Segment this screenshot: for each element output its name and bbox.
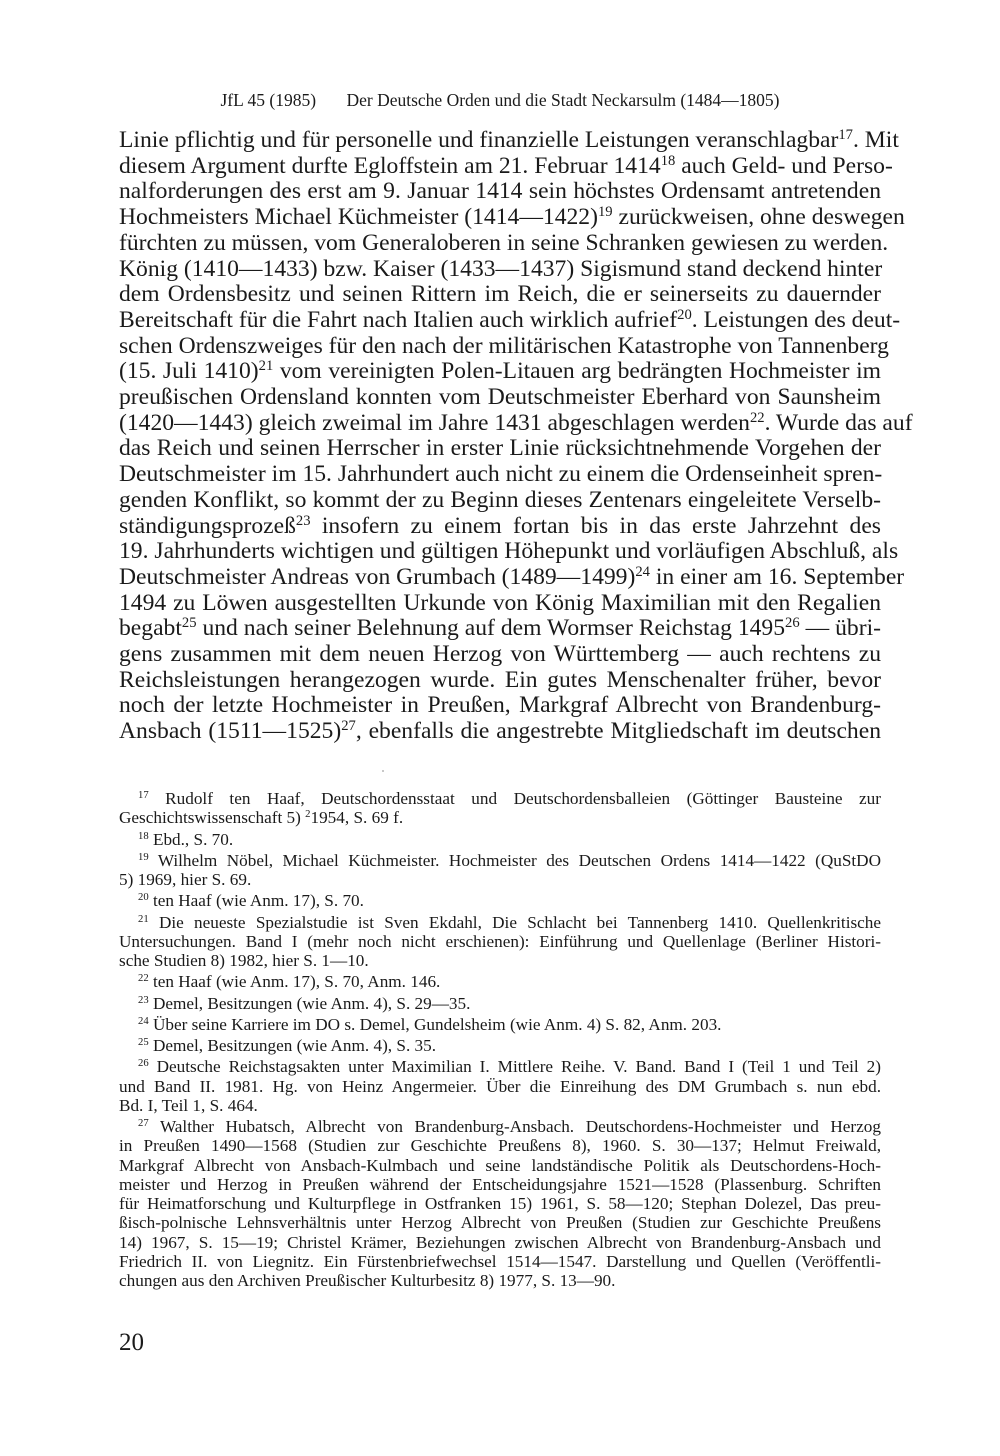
- body-line: Linie pflichtig und für personelle und finanzielle Leistungen veranschlagbar$^{17}$. Mit: [119, 126, 899, 153]
- footnote-text: Geschichtswissenschaft 5) $^2$1954, S. 69 f.: [119, 808, 404, 828]
- footnote-text: Demel, Besitzungen (wie Anm. 4), S. 35.: [152, 1036, 437, 1055]
- footnote-text: Wilhelm Nöbel, Michael Küchmeister. Hochmeister des Deutschen Ordens 1414—1422 (QuStDO: [157, 850, 882, 870]
- footnote-number: 17: [138, 790, 149, 802]
- footnote: [119, 972, 881, 991]
- footnote: [119, 1117, 881, 1290]
- footnote-text: meister und Herzog in Preußen während der Entscheidungsjahre 1521—1528 (Plassenburg. Schriften: [119, 1174, 881, 1194]
- body-line: genden Konflikt, so kommt der zu Beginn dieses Zentenars eingeleitete Verselb-: [119, 486, 881, 513]
- body-line: (1420—1443) gleich zweimal im Jahre 1431 abgeschlagen werden$^{22}$. Wurde das auf: [119, 409, 913, 436]
- footnote-line: [119, 1271, 881, 1290]
- footnote-text: chungen aus den Archiven Preußischer Kulturbesitz 8) 1977, S. 13—90.: [119, 1271, 616, 1290]
- footnote-line: [119, 808, 881, 827]
- footnote-text: in Preußen 1490—1568 (Studien zur Geschichte Preußens 8), 1960. S. 30—137; Helmut Freiwald,: [119, 1136, 881, 1156]
- footnote-line: [119, 1015, 881, 1034]
- footnote-reference: 17: [838, 126, 853, 143]
- footnote-text: Untersuchungen. Band I (mehr noch nicht erschienen): Einführung und Quellenlage (Berliner Histori-: [119, 931, 881, 951]
- footnote-text: Die neueste Spezialstudie ist Sven Ekdahl, Die Schlacht bei Tannenberg 1410. Quellenkritische: [158, 912, 882, 932]
- body-line: noch der letzte Hochmeister in Preußen, Markgraf Albrecht von Brandenburg-: [119, 692, 881, 719]
- footnote-number: 18: [138, 830, 149, 842]
- footnote-line: [119, 1213, 881, 1232]
- footnote-text: ßisch-polnische Lehnsverhältnis unter Herzog Albrecht von Preußen (Studien zur Geschichte Preußens: [119, 1213, 881, 1233]
- footnote: [119, 830, 881, 849]
- footnote-text: Markgraf Albrecht von Ansbach-Kulmbach und seine landständische Politik als Deutschordens-Hoch-: [119, 1155, 881, 1175]
- footnote-line: [119, 1117, 881, 1136]
- footnote-line: [119, 1156, 881, 1175]
- footnote-line: [119, 1057, 881, 1076]
- footnotes: [119, 789, 881, 1292]
- footnote-text: Deutsche Reichstagsakten unter Maximilian I. Mittlere Reihe. V. Band. Band I (Teil 1 und Teil 2): [156, 1057, 881, 1077]
- footnote-line: [119, 1233, 881, 1252]
- footnote-line: [119, 951, 881, 970]
- footnote-text: Bd. I, Teil 1, S. 464.: [119, 1095, 258, 1115]
- footnote-text: 5) 1969, hier S. 69.: [119, 870, 252, 889]
- footnote-number: 27: [138, 1118, 149, 1130]
- footnote-text: ten Haaf (wie Anm. 17), S. 70.: [152, 891, 364, 911]
- footnote: [119, 994, 881, 1013]
- footnote-line: [119, 851, 881, 870]
- running-title: Der Deutsche Orden und die Stadt Neckarsulm (1484—1805): [346, 90, 780, 110]
- footnote: [119, 913, 881, 971]
- footnote-text: Über seine Karriere im DO s. Demel, Gundelsheim (wie Anm. 4) S. 82, Anm. 203.: [152, 1014, 722, 1034]
- footnote-line: [119, 789, 881, 808]
- footnote-line: [119, 1194, 881, 1213]
- body-line: diesem Argument durfte Egloffstein am 21. Februar 1414$^{18}$ auch Geld- und Perso-: [119, 152, 893, 179]
- footnote: [119, 1015, 881, 1034]
- footnote-reference: 27: [341, 718, 356, 735]
- footnote-text: Walther Hubatsch, Albrecht von Brandenburg-Ansbach. Deutschordens-Hochmeister und Herzog: [159, 1117, 881, 1136]
- body-line: Deutschmeister Andreas von Grumbach (1489—1499)$^{24}$ in einer am 16. September: [119, 563, 905, 590]
- page-number: 20: [119, 1329, 144, 1356]
- footnote-reference: 2: [305, 809, 311, 821]
- footnote-text: ten Haaf (wie Anm. 17), S. 70, Anm. 146.: [152, 972, 441, 992]
- footnote-text: 14) 1967, S. 15—19; Christel Krämer, Beziehungen zwischen Albrecht von Brandenburg-Ansbach und: [119, 1232, 881, 1252]
- footnote-number: 20: [138, 892, 149, 904]
- footnote-number: 21: [138, 913, 149, 925]
- footnote-text: Demel, Besitzungen (wie Anm. 4), S. 29—35.: [152, 993, 471, 1013]
- footnote-line: [119, 1175, 881, 1194]
- footnote-text: für Heimatforschung und Kulturpflege in Ostfranken 15) 1961, S. 58—120; Stephan Dolezel, Das preu-: [119, 1194, 881, 1213]
- footnote-reference: 25: [181, 615, 197, 632]
- footnote: [119, 891, 881, 910]
- body-line: schen Ordenszweiges für den nach der militärischen Katastrophe von Tannenberg: [119, 332, 889, 359]
- body-line: Deutschmeister im 15. Jahrhundert auch nicht zu einem die Ordenseinheit spren-: [119, 461, 883, 488]
- body-line: nalforderungen des erst am 9. Januar 1414 sein höchstes Ordensamt antretenden: [119, 178, 881, 205]
- body-line: König (1410—1433) bzw. Kaiser (1433—1437) Sigismund stand deckend hinter: [119, 255, 883, 282]
- footnote-text: und Band II. 1981. Hg. von Heinz Angermeier. Über die Einreihung des DM Grumbach s. nun ebd.: [119, 1076, 881, 1096]
- running-head: [0, 89, 1000, 111]
- body-line: ständigungsprozeß$^{23}$ insofern zu einem fortan bis in das erste Jahrzehnt des: [119, 512, 881, 539]
- footnote-reference: 24: [635, 563, 650, 580]
- body-line: 1494 zu Löwen ausgestellten Urkunde von König Maximilian mit den Regalien: [119, 589, 881, 616]
- footnote-line: [119, 994, 881, 1013]
- footnote-separator: [382, 770, 384, 772]
- footnote-line: [119, 870, 881, 889]
- footnote-reference: 20: [677, 306, 692, 323]
- footnote-line: [119, 972, 881, 991]
- body-line: preußischen Ordensland konnten vom Deutschmeister Eberhard von Saunsheim: [119, 384, 881, 411]
- footnote: [119, 789, 881, 828]
- footnote-reference: 26: [785, 615, 800, 632]
- footnote-line: [119, 830, 881, 849]
- footnote-text: sche Studien 8) 1982, hier S. 1—10.: [119, 951, 369, 970]
- footnote-line: [119, 1252, 881, 1271]
- footnote-number: 26: [138, 1058, 149, 1070]
- footnote-number: 23: [138, 994, 149, 1006]
- body-line: gens zusammen mit dem neuen Herzog von Württemberg — auch rechtens zu: [119, 641, 881, 668]
- body-line: Reichsleistungen herangezogen wurde. Ein gutes Menschenalter früher, bevor: [119, 666, 881, 693]
- footnote-line: [119, 1096, 881, 1115]
- footnote-line: [119, 913, 881, 932]
- body-line: 19. Jahrhunderts wichtigen und gültigen Höhepunkt und vorläufigen Abschluß, als: [119, 538, 899, 565]
- footnote-line: [119, 1077, 881, 1096]
- main-text: [119, 126, 913, 745]
- footnote: [119, 1036, 881, 1055]
- footnote-number: 24: [138, 1015, 149, 1027]
- footnote-reference: 19: [597, 204, 613, 221]
- footnote-reference: 22: [749, 409, 765, 426]
- body-line: (15. Juli 1410)$^{21}$ vom vereinigten Polen-Litauen arg bedrängten Hochmeister im: [119, 358, 881, 385]
- footnote-line: [119, 891, 881, 910]
- body-line: fürchten zu müssen, vom Generaloberen in seine Schranken gewiesen zu werden.: [119, 229, 889, 256]
- footnote-reference: 21: [258, 358, 274, 375]
- footnote-text: Rudolf ten Haaf, Deutschordensstaat und Deutschordensballeien (Göttinger Bausteine zur: [165, 789, 881, 808]
- body-line: Bereitschaft für die Fahrt nach Italien auch wirklich aufrief$^{20}$. Leistungen des deut-: [119, 306, 901, 333]
- body-line: dem Ordensbesitz und seinen Rittern im Reich, die er seinerseits zu dauernder: [119, 281, 881, 308]
- footnote-number: 22: [138, 973, 149, 985]
- footnote-text: Ebd., S. 70.: [152, 829, 234, 849]
- body-line: Ansbach (1511—1525)$^{27}$, ebenfalls die angestrebte Mitgliedschaft im deutschen: [119, 718, 881, 745]
- footnote: [119, 1057, 881, 1115]
- footnote: [119, 851, 881, 890]
- footnote-reference: 23: [295, 512, 311, 529]
- footnote-text: Friedrich II. von Liegnitz. Ein Fürstenbriefwechsel 1514—1547. Darstellung und Quellen (Veröffentli-: [119, 1251, 881, 1271]
- footnote-reference: 18: [660, 152, 676, 169]
- body-line: Hochmeisters Michael Küchmeister (1414—1422)$^{19}$ zurückweisen, ohne deswegen: [119, 204, 905, 231]
- body-line: das Reich und seinen Herrscher in erster Linie rücksichtnehmende Vorgehen der: [119, 435, 881, 462]
- footnote-line: [119, 1036, 881, 1055]
- footnote-line: [119, 932, 881, 951]
- footnote-number: 25: [138, 1037, 149, 1049]
- body-line: begabt$^{25}$ und nach seiner Belehnung auf dem Wormser Reichstag 1495$^{26}$ — übri-: [119, 615, 881, 642]
- footnote-line: [119, 1136, 881, 1155]
- journal-reference: JfL 45 (1985): [220, 90, 317, 110]
- footnote-number: 19: [138, 851, 149, 863]
